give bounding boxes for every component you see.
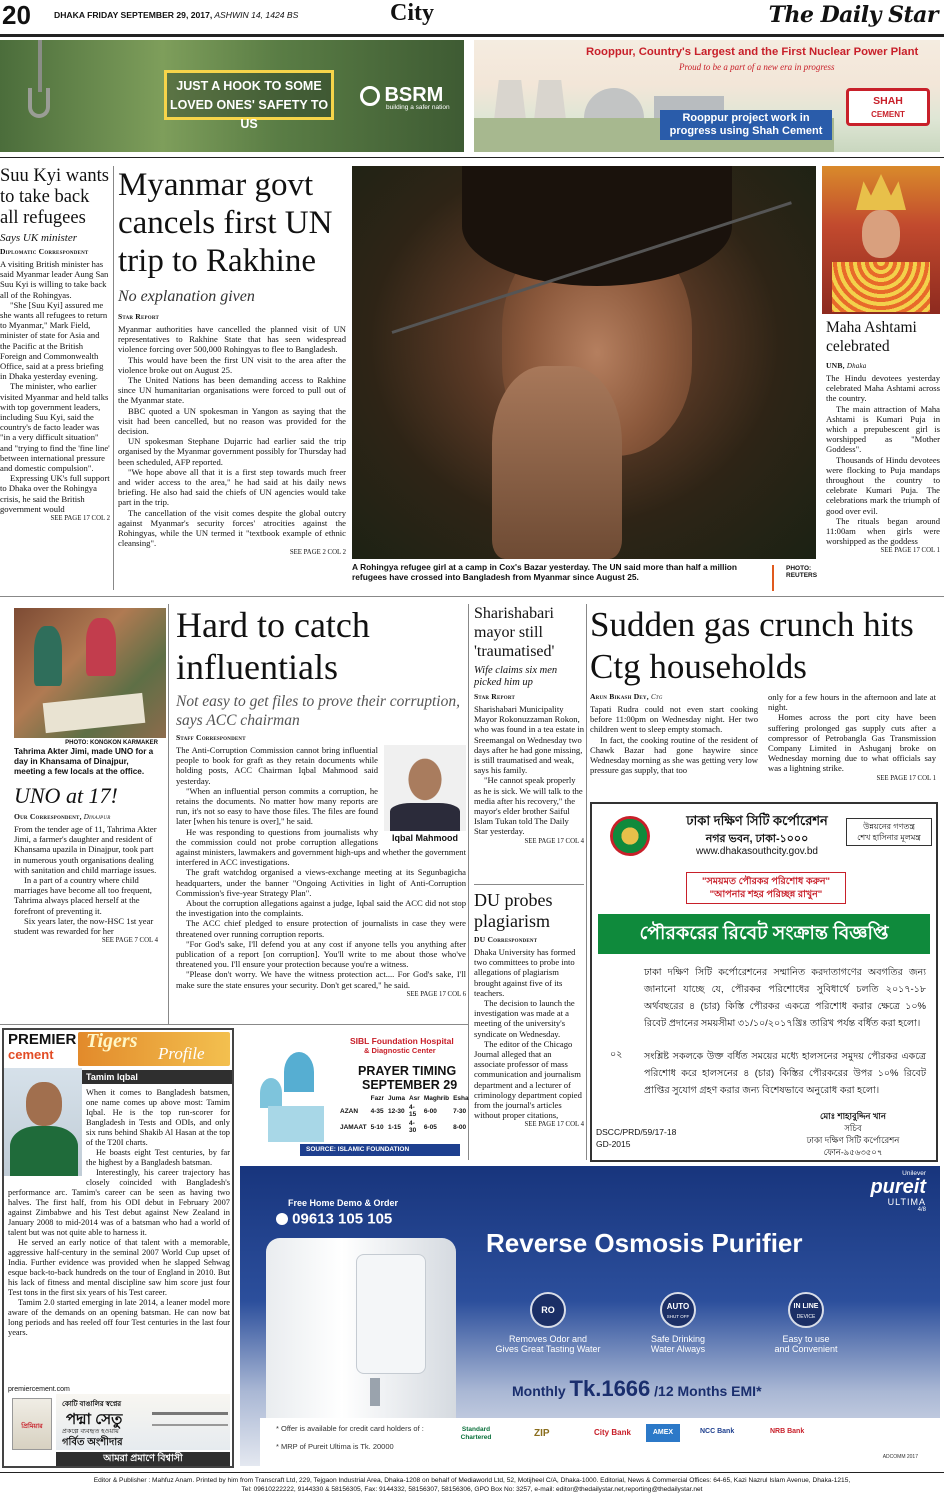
story-suu-kyi [0, 166, 110, 590]
suu-kyi-body [0, 259, 110, 514]
purifier-panel [356, 1254, 426, 1374]
shah-caption [660, 110, 832, 140]
paragraph: Sharishabari Municipality Mayor Rokonuzzaman Rokon, who was found in a tea estate in Sreemangal on Wednesday two days after he had gone missing, is still traumatised and weak, says his family. [474, 704, 585, 776]
gas-body-col2 [768, 692, 936, 774]
influentials-byline: Staff Correspondent [176, 733, 246, 742]
gas-dateline: Ctg [650, 693, 663, 701]
ashtami-see-page[interactable]: SEE PAGE 17 COL 1 [880, 547, 940, 555]
photo-credit: REUTERS [786, 572, 818, 579]
gas-see-page[interactable]: SEE PAGE 17 COL 1 [876, 774, 936, 782]
paragraph: The editor of the Chicago Journal alleged that an associate professor of mass communication and journalism department and a lecturer of criminology department copied from the journal's articles without proper citations, [474, 1038, 582, 1121]
story-myanmar [118, 166, 346, 590]
section-rule [0, 596, 944, 597]
bsrm-slogan-line2: LOVED ONES' SAFETY TO US [169, 98, 329, 131]
ro-badge: RO [530, 1292, 566, 1328]
prayer-header-cell: Juma [387, 1095, 405, 1102]
auto-badge-label: AUTO [666, 1302, 690, 1311]
shah-subline: Proud to be a part of a new era in progress [679, 62, 835, 72]
dscc-ref [596, 1126, 676, 1150]
paragraph: From the tender age of 11, Tahrima Akter Jimi, a farmer's daughter and resident of Khansama upazila in Dinajpur, took part in numerous youth organisations dealing with sanitation and child marriage issues. [14, 824, 157, 875]
footer-line1: Editor & Publisher : Mahfuz Anam. Printed by him from Transcraft Ltd, 229, Tejgaon Industrial Area, Dhaka-1208 on behalf of Mediaworld Ltd, 52, Motijheel C/A, Dhaka-1000. Editorial, News & Commercial Offices: 64-65, Kazi Nazrul Islam Avenue, Dhaka-1215, [93, 1477, 851, 1484]
premier-cement-logo [8, 1032, 76, 1062]
dscc-badge-line2: শেখ হাসিনার মূলমন্ত্র [857, 833, 921, 842]
date-line [54, 10, 298, 20]
ashtami-photo [822, 166, 940, 314]
inline-badge-label: IN LINE [793, 1303, 819, 1310]
paragraph: BBC quoted a UN spokesman in Yangon as saying that the visit had been cancelled, but no reason was provided for the decision. [118, 405, 346, 437]
lead-photo-credit [772, 565, 818, 591]
pureit-brand-top: Unilever [902, 1170, 926, 1177]
garland [832, 262, 930, 312]
prayer-cell: 1-15 [387, 1123, 401, 1131]
paragraph: "She [Suu Kyi] assured me she wants all refugees to return to Myanmar," Mark Field, minister of state for Asia and the Pacific at the British Foreign and Commonwealth Office, said at a press briefing in Dhaka yesterday evening. [0, 299, 108, 382]
suit [390, 803, 460, 831]
dscc-item2-number: ০২ [610, 1049, 623, 1060]
paragraph: In fact, the cooking routine of the resident of Chawk Bazar had gone haywire since Wednesday morning as she was getting very low pressure gas supply, that too [590, 734, 758, 776]
dscc-phone: ফোন-৯৫৬৩৫০৭ [823, 1147, 883, 1157]
date-text: DHAKA FRIDAY SEPTEMBER 29, 2017, [54, 10, 213, 20]
paragraph: "For God's sake, I'll defend you at any cost if anyone tells you anything after publication of a report [on corruption]. You'll write to me about those who've threatened you. I'll ensure your protection because you're a witness. [176, 938, 466, 970]
prayer-timing-box [240, 1036, 469, 1160]
bsrm-slogan-box [164, 70, 334, 131]
paragraph: The rituals began around 11:00am when girls were worshipped as the goddess [826, 515, 940, 547]
price-amount: Tk.1666 [569, 1376, 651, 1401]
prayer-cell: 6-05 [423, 1123, 437, 1131]
myanmar-headline: Myanmar govt cancels first UN trip to Rakhine [118, 167, 333, 279]
prayer-source: SOURCE: ISLAMIC FOUNDATION [300, 1144, 460, 1156]
paragraph: A visiting British minister has said Myanmar leader Aung San Suu Kyi is willing to take back all of the Rohingyas. [0, 259, 109, 300]
du-body [474, 947, 584, 1120]
photo-credit-label: PHOTO: [786, 565, 812, 572]
paragraph: Expressing UK's full support to Dhaka over the Rohingya crisis, he said the British government would [0, 473, 110, 514]
pureit-feature-auto [618, 1292, 738, 1354]
prayer-cell: JAMAAT [340, 1123, 367, 1131]
shah-caption-line1: Rooppur project work in [682, 112, 810, 124]
bag-brand: প্রিমিয়ার [21, 1423, 43, 1430]
bsrm-slogan-line1: JUST A HOOK TO SOME [176, 79, 322, 93]
paragraph: UN spokesman Stephane Dujarric had earlier said the trip organised by the Myanmar government possibly for Thursday had been scheduled, AFP reported. [118, 436, 346, 467]
sharishabari-byline: Star Report [474, 692, 516, 701]
dscc-website[interactable]: www.dhakasouthcity.gov.bd [696, 846, 818, 857]
sharishabari-see-page[interactable]: SEE PAGE 17 COL 4 [524, 837, 584, 845]
inline-badge-sub: DEVICE [796, 1314, 816, 1320]
uno-photo [14, 608, 166, 738]
ad-shah-cement[interactable] [474, 40, 940, 152]
tamim-name-bar: Tamim Iqbal [82, 1070, 232, 1084]
uno-caption: Tahrima Akter Jimi, made UNO for a day in Khansama of Dinajpur, meeting a few locals at the office. [14, 747, 154, 776]
prayer-cell: 12-30 [387, 1107, 405, 1115]
influentials-headline: Hard to catch influentials [176, 605, 370, 687]
page-number: 20 [2, 0, 31, 30]
shah-headline: Rooppur, Country's Largest and the First Nuclear Power Plant [586, 46, 919, 58]
ashtami-byline-name: UNB, [826, 361, 845, 370]
tigers-title-word2: Profile [158, 1044, 205, 1063]
prayer-cell: 4-15 [408, 1104, 417, 1118]
pureit-phone[interactable] [276, 1210, 392, 1228]
paragraph: The United Nations has been demanding access to Rakhine since UN humanitarian organisations were forced to pull out of the Myanmar state. [118, 375, 346, 406]
mosque-illustration [260, 1048, 332, 1144]
paragraph: Myanmar authorities have cancelled the planned visit of UN representatives to Rakhine State that has seen widespread violence forcing over 500,000 Rohingyas to flee to Bangladesh. [118, 324, 346, 355]
pureit-footnote1: * Offer is available for credit card holders of : [276, 1424, 424, 1433]
dscc-slogan [686, 872, 846, 904]
bridge-line1: কোটি বাঙালির স্বপ্নের [62, 1401, 122, 1408]
uno-photo-credit: PHOTO: KONGKON KARMAKER [65, 740, 158, 746]
paragraph: The Hindu devotees yesterday celebrated Maha Ashtami across the country. [826, 373, 940, 404]
paragraph: Tamim 2.0 started emerging in late 2014, a leaner model more aware of the demands on an opening batsman. He can now bat long periods and has reeled off four Test centuries in the last four years. [8, 1298, 230, 1337]
prayer-cell: AZAN [340, 1107, 359, 1115]
section-name: City [390, 0, 434, 26]
suu-kyi-byline: Diplomatic Correspondent [0, 247, 89, 256]
bank-logo: City Bank [594, 1428, 631, 1437]
lead-photo-rohingya-girl [352, 166, 816, 559]
bsrm-brand: BSRM [384, 84, 444, 106]
prayer-header-cell: Esha [453, 1095, 469, 1102]
agency-credit: ADCOMM 2017 [882, 1454, 918, 1460]
prayer-cell: 6-00 [423, 1107, 437, 1115]
prayer-cell: 4-35 [370, 1107, 384, 1115]
woman-figure [34, 626, 62, 686]
bridge-line3: প্রকল্পে ব্যবহৃত হওয়ায় [62, 1428, 119, 1435]
dscc-badge-line1: উন্নয়নের গণতন্ত্র [863, 822, 915, 831]
du-byline: DU Correspondent [474, 935, 538, 944]
paragraph: The decision to launch the investigation was made at a meeting of the university's syndicate on Wednesday. [474, 998, 575, 1039]
auto-badge-sub: SHUT OFF [666, 1314, 690, 1319]
pureit-footnote2: * MRP of Pureit Ultima is Tk. 20000 [276, 1442, 394, 1451]
myanmar-body [118, 324, 346, 548]
paragraph: Dhaka University has formed two committees to probe into allegations of plagiarism brought against five of its teachers. [474, 947, 576, 998]
bank-logo: AMEX [646, 1424, 680, 1442]
bsrm-tagline: building a safer nation [386, 104, 450, 111]
ashtami-byline [826, 361, 940, 370]
bsrm-logo-icon [360, 86, 380, 106]
prayer-header-cell [338, 1094, 369, 1103]
ashtami-body [826, 373, 940, 546]
prayer-cell: 5-10 [370, 1123, 384, 1131]
suu-kyi-deck: Says UK minister [0, 232, 77, 244]
uno-see-page[interactable]: SEE PAGE 7 COL 4 [101, 937, 158, 945]
paper-name: The Daily Star [768, 2, 938, 28]
pureit-feature-ro [488, 1292, 608, 1354]
paragraph: "Please don't worry. We have the witness protection act.... For God's sake, I'll make sure the state ensures your security. Don't get scared," he said. [176, 969, 466, 990]
lead-photo-caption-text: A Rohingya refugee girl at a camp in Cox's Bazar yesterday. The UN said more than half a million refugees have crossed into Bangladesh from Myanmar since August 25. [352, 562, 738, 582]
pureit-feature-inline [746, 1292, 866, 1354]
phone-icon [276, 1213, 288, 1225]
iqbal-mahmood-photo [384, 745, 466, 831]
bsrm-logo [360, 84, 450, 111]
dscc-slogan-line1: "সময়মত পৌরকর পরিশোধ করুন" [701, 876, 831, 887]
dscc-ref1: DSCC/PRD/59/17-18 [596, 1127, 677, 1137]
girl-face-ashtami [862, 210, 900, 258]
story-gas [590, 604, 940, 790]
story-ashtami [826, 318, 940, 590]
paragraph: About the corruption allegations against a judge, Iqbal said the ACC did not stop the investigation into the complaints. [176, 898, 466, 919]
bridge-illustration [152, 1412, 228, 1426]
myanmar-byline: Star Report [118, 312, 160, 321]
inline-badge [788, 1292, 824, 1328]
pureit-headline: Reverse Osmosis Purifier [486, 1228, 803, 1258]
prayer-cell: 8-00 [453, 1123, 467, 1131]
story-sharishabari [474, 604, 584, 884]
premier-sponsor-line2: cement [8, 1047, 54, 1062]
prayer-header-cell: Asr [408, 1095, 420, 1102]
pureit-bank-strip [260, 1418, 940, 1466]
shah-brand-line2: CEMENT [871, 110, 905, 119]
tigers-profile-box [2, 1028, 234, 1468]
suu-kyi-see-page[interactable]: SEE PAGE 17 COL 2 [50, 515, 110, 523]
feature-text-line1: Removes Odor and [508, 1334, 588, 1344]
tigers-title-word1: Tigers [86, 1030, 138, 1052]
prayer-table [338, 1094, 471, 1135]
story-du [474, 890, 584, 1158]
column-rule [168, 604, 169, 1024]
premier-website[interactable]: premiercement.com [8, 1386, 70, 1393]
column-rule [113, 166, 114, 590]
iqbal-photo-caption: Iqbal Mahmood [392, 833, 458, 843]
myanmar-deck: No explanation given [118, 288, 255, 305]
dscc-ref2: GD-2015 [596, 1139, 631, 1149]
gas-byline-name: Arun Bikash Dey, [590, 692, 649, 701]
bridge-line2: পদ্মা সেতু [66, 1411, 123, 1428]
purifier-tap [370, 1378, 380, 1406]
column-rule [586, 604, 587, 1160]
suu-kyi-headline: Suu Kyi wants to take back all refugees [0, 166, 109, 228]
feature-text-line2: Water Always [650, 1344, 706, 1354]
tigers-title [78, 1032, 230, 1066]
price-suffix: /12 Months EMI* [650, 1383, 762, 1399]
footer-imprint [0, 1476, 944, 1498]
story-influentials [176, 604, 466, 1024]
cement-bag [12, 1398, 52, 1450]
dscc-address: নগর ভবন, ঢাকা-১০০০ [705, 833, 809, 845]
story-rule [474, 884, 584, 885]
du-headline: DU probes plagiarism [474, 890, 553, 931]
woman-figure [86, 618, 116, 676]
bank-logo: Standard Chartered [460, 1426, 492, 1441]
dscc-logo [610, 816, 650, 856]
dscc-item1: ঢাকা দক্ষিণ সিটি কর্পোরেশনের সম্মানিত করদাতাগণের অবগতির জন্য জানানো যাচ্ছে যে, পৌরকর পরিশোধের সুবিধার্থে চলতি ২০১৭-১৮ অর্থবছরের ৪ (চার) কিস্তি পৌরকর একত্রে পরিশোধ করার ক্ষেত্রে ১০% রিবেট প্রদানের সময়সীমা ৩১/১০/২০১৭খ্রিঃ তারিখ পর্যন্ত বর্ধিত করা হলো। [644, 967, 926, 1029]
desk-papers [43, 693, 146, 733]
bank-logo: NRB Bank [770, 1428, 805, 1435]
paragraph: only for a few hours in the afternoon and late at night. [768, 692, 936, 713]
feature-text-line1: Easy to use [782, 1334, 830, 1344]
paragraph: "We hope above all that it is a first step towards much freer and wider access to the area," he had said at his daily news briefing. He also had said the chiefs of UN agencies would take part in the trip. [118, 466, 346, 508]
paragraph: He boasts eight Test centuries, by far the highest by a Bangladesh batsman. [86, 1148, 230, 1167]
dscc-signatory: মোঃ শাহাবুদ্দিন খান [820, 1111, 886, 1121]
paragraph: The main attraction of Maha Ashtami is Kumari Puja in which a prepubescent girl is worshipped as "Mother Goddess". [826, 403, 940, 455]
girl-hand [492, 366, 622, 559]
uno-byline-name: Our Correspondent, [14, 812, 82, 821]
ad-pureit[interactable] [240, 1166, 940, 1466]
story-uno [14, 740, 158, 1020]
pureit-model: ULTIMA [887, 1197, 926, 1207]
ashtami-dateline: Dhaka [846, 362, 867, 370]
paragraph: The cancellation of the visit comes despite the global outcry against Myanmar's security forces' atrocities against the Rohingyas, while the UN termed it "textbook example of ethnic cleansing". [118, 507, 346, 549]
influentials-see-page[interactable]: SEE PAGE 17 COL 6 [406, 990, 466, 998]
shah-logo [846, 88, 930, 126]
paragraph: Interestingly, his career trajectory has closely coincided with Bangladesh's performance arc. Tamim's career can be seen as having two halves. The first half, from his ODI debut in February 2007 against Zimbabwe and his Test debut against New Zealand in January 2008 to mid-2014 was of a batsman who had a world of talent but was not quite able to harness it. [8, 1168, 230, 1237]
bank-logo: NCC Bank [700, 1428, 735, 1435]
ad-dscc[interactable] [590, 802, 938, 1162]
prayer-row [338, 1103, 471, 1119]
pureit-price [512, 1376, 762, 1402]
sharishabari-body [474, 704, 584, 837]
masthead [0, 0, 944, 34]
uno-headline: UNO at 17! [14, 783, 118, 808]
goddess-crown [856, 174, 906, 210]
auto-badge [660, 1292, 696, 1328]
section-rule [0, 1024, 468, 1025]
uno-byline [14, 812, 158, 821]
dscc-slogan-line2: "আপনার শহর পরিচ্ছন্ন রাখুন" [709, 889, 823, 900]
prayer-row [338, 1119, 471, 1135]
prayer-cell: 7-30 [453, 1107, 467, 1115]
masthead-rule [0, 34, 944, 37]
sharishabari-headline: Sharishabari mayor still 'traumatised' [474, 605, 555, 660]
dscc-designation: সচিব [844, 1123, 862, 1133]
paragraph: The graft watchdog organised a views-exchange meeting at its Segunbagicha headquarters, under the banner "Ongoing Activities in light of Anti-Corruption Commission's five-year Strategy Plan". [176, 867, 466, 898]
hook-image [22, 40, 62, 152]
tigers-profile-body [8, 1088, 230, 1338]
influentials-deck: Not easy to get files to prove their corruption, says ACC chairman [176, 693, 460, 729]
du-see-page[interactable]: SEE PAGE 17 COL 4 [524, 1121, 584, 1129]
bangla-date: ASHWIN 14, 1424 BS [212, 10, 299, 20]
lead-photo-caption [352, 562, 772, 592]
feature-text-line2: and Convenient [774, 1344, 838, 1354]
dscc-sig-org: ঢাকা দক্ষিণ সিটি কর্পোরেশন [806, 1135, 900, 1145]
paragraph: Homes across the port city have been suffering prolonged gas supply cuts after a compressor of Petrobangla Gas Transmission Company Limited in Ashuganj broke on Wednesday morning due to what officials say was a lightning strike. [768, 712, 936, 774]
ashtami-headline: Maha Ashtami celebrated [826, 319, 917, 355]
myanmar-see-page[interactable]: SEE PAGE 2 COL 2 [289, 549, 346, 557]
column-rule [468, 604, 469, 1160]
girl-hair [462, 166, 732, 286]
ad-rule [0, 157, 944, 158]
price-prefix: Monthly [512, 1383, 570, 1399]
gas-headline: Sudden gas crunch hits Ctg households [590, 605, 914, 686]
shah-brand-line1: SHAH [873, 95, 903, 107]
pureit-demo: Free Home Demo & Order [288, 1198, 399, 1208]
prayer-cell: 4-30 [408, 1120, 417, 1134]
pureit-model-sub: 4/8 [917, 1207, 926, 1213]
paragraph: This would have been the first UN visit to the area after the violence broke out on August 25. [118, 354, 346, 375]
premier-sponsor-line1: PREMIER [8, 1031, 77, 1048]
ad-bsrm[interactable] [0, 40, 464, 152]
uno-dateline: Dinajpur [83, 813, 111, 821]
paragraph: "He cannot speak properly as he is sick. We will talk to the media after his recovery," the mayor's elder brother Saiful Islam Tukan told The Daily Star yesterday. [474, 775, 583, 837]
paragraph: Thousands of Hindu devotees were flocking to Puja mandaps throughout the country to celebrate Kumari Puja. The celebrations mark the triumph of good over evil. [826, 454, 940, 516]
uno-body [14, 824, 158, 936]
paragraph: He was responding to questions from journalists why the commission could not probe corruption allegations against ministers, lawmakers and government high-ups and whether the government interfered in ACC investigations. [176, 826, 466, 868]
footer-rule [0, 1472, 944, 1473]
bridge-line4: গর্বিত অংশীদার [62, 1437, 123, 1448]
premier-footer-slogan: আমরা প্রমাণে বিশ্বাসী [56, 1452, 230, 1466]
feature-text-line2: Gives Great Tasting Water [495, 1344, 601, 1354]
paragraph: He served an early notice of that talent with a memorable, aggressive half-century in the seminal 2007 World Cup upset of India. Further evidence was provided when he slapped Sehwag esque back-to-back hundreds on the tour of England in 2010. But his lack of fitness and mental discipline saw him score just four Test tons in the first six years of his Test career. [8, 1238, 230, 1297]
prayer-header-row [338, 1094, 471, 1103]
paragraph: When it comes to Bangladesh batsmen, one name comes up above most: Tamim Iqbal. He is the top run-scorer for Bangladesh in Tests and ODIs, and only six runs behind Shakib Al Hasan at the top of the T20I charts. [86, 1088, 230, 1147]
paragraph: Tapati Rudra could not even start cooking before 11:00pm on Wednesday night. Her two children went to sleep empty stomach. [590, 704, 758, 735]
paragraph: In a part of a country where child marriages have become all too frequent, Tahrima always placed herself at the forefront of preventing it. [14, 875, 152, 916]
pureit-phone-number: 09613 105 105 [292, 1210, 393, 1228]
footer-line2: Tel: 09610222222, 9144330 & 58156305, Fax: 9144332, 58156307, 58156306, GPO Box No: 3257, e-mail: editor@thedailystar.net,reporting@thedailystar.net [241, 1486, 703, 1493]
paragraph: The Anti-Corruption Commission cannot bring influential people to book for graft as they retain documents while holding posts, ACC Chairman Iqbal Mahmood said yesterday. [176, 745, 378, 786]
sibl-logo [350, 1036, 462, 1055]
paragraph: The minister, who earlier visited Myanmar and held talks with top government leaders, including Suu Kyi, said the country's de facto leader was "in a very difficult situation" and "trying to find the 'fine line' between international pressure and domestic compulsion". [0, 381, 110, 474]
prayer-header-cell: Maghrib [423, 1095, 450, 1102]
paragraph: The ACC chief pledged to ensure protection of journalists in case they were threatened over running corruption reports. [176, 918, 466, 939]
padma-bridge-ad [56, 1394, 230, 1450]
unilever-logo [854, 1170, 926, 1213]
prayer-sponsor-sub: & Diagnostic Center [364, 1046, 436, 1055]
prayer-header-cell: Fazr [370, 1095, 384, 1102]
prayer-title: PRAYER TIMING [358, 1064, 457, 1078]
feature-text-line1: Safe Drinking [650, 1334, 706, 1344]
dscc-notice-title: পৌরকরের রিবেট সংক্রান্ত বিজ্ঞপ্তি [598, 914, 930, 954]
gas-byline [590, 692, 758, 701]
iqbal-photo-block [384, 745, 466, 843]
pureit-brand: pureit [870, 1176, 926, 1198]
dscc-item2: সংশ্লিষ্ট সকলকে উক্ত বর্ধিত সময়ের মধ্যে হালসনের সমুদয় পৌরকর একত্রে পরিশোধ করে হালসনের ৪ (চার) কিস্তির পৌরকরের উপর ১০% রিবেট প্রাপ্তির সুযোগ গ্রহণ করার জন্য বিশেষভাবে অনুরোধ করা হলো। [644, 1051, 926, 1096]
paragraph: "When an influential person commits a corruption, he retains the documents. No matter how many reports are run, it's not so easy to have those files. The files are found later [when his tenure is over]," he said. [176, 785, 378, 827]
dscc-badge [846, 818, 932, 846]
prayer-date: SEPTEMBER 29 [362, 1078, 458, 1092]
shah-caption-line2: progress using Shah Cement [669, 125, 823, 137]
paragraph: Six years later, the now-HSC 1st year student was rewarded for her [14, 915, 154, 937]
dscc-signature [778, 1110, 928, 1158]
sharishabari-deck: Wife claims six men picked him up [474, 665, 558, 688]
prayer-sponsor: SIBL Foundation Hospital [350, 1036, 454, 1046]
dscc-org-name: ঢাকা দক্ষিণ সিটি কর্পোরেশন [686, 813, 828, 828]
bank-logo: ZIP [534, 1428, 550, 1439]
gas-body-col1 [590, 704, 758, 775]
